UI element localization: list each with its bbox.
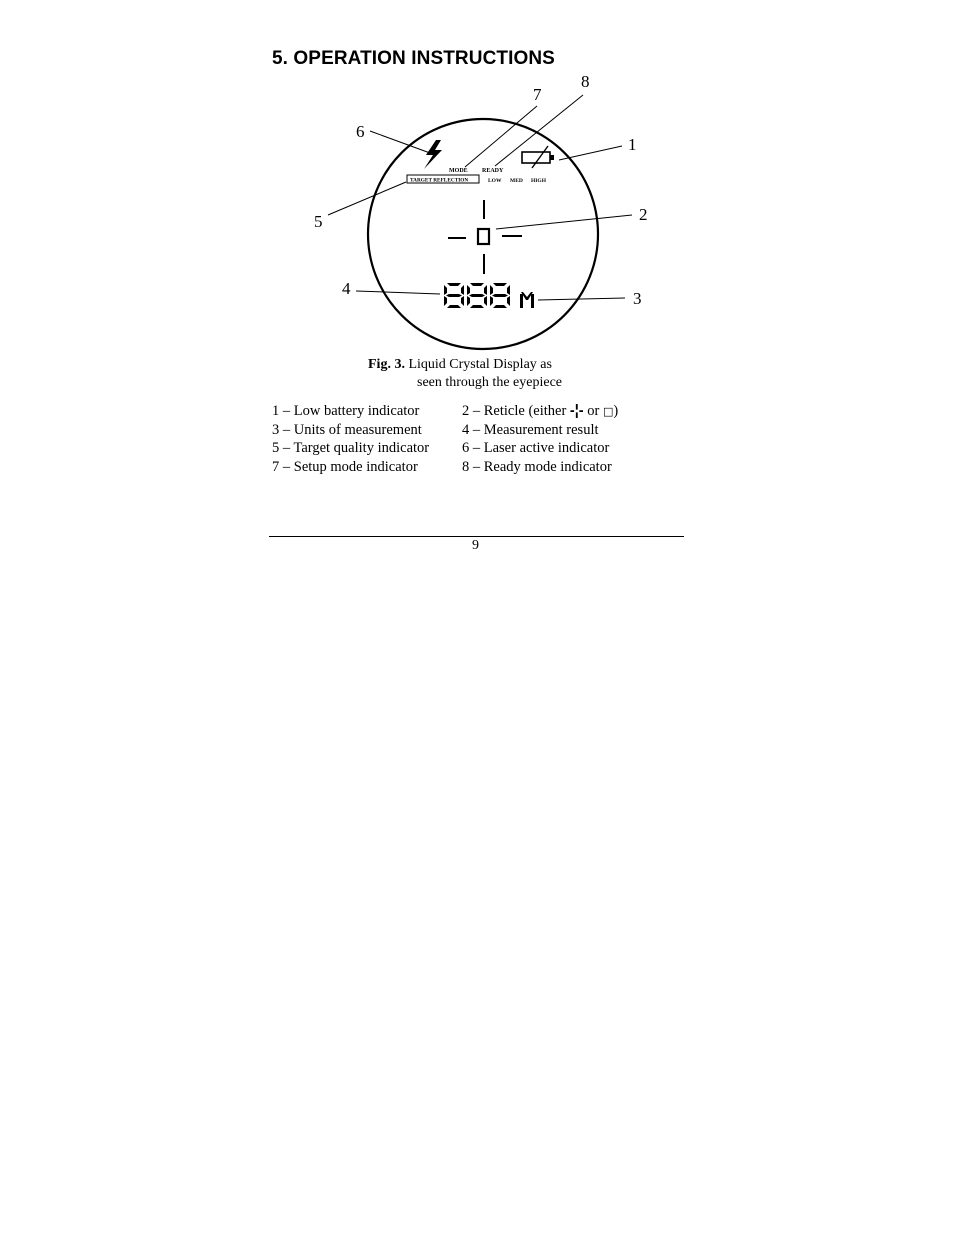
lcd-ready-label: READY bbox=[482, 168, 504, 174]
callout-6: 6 bbox=[356, 122, 365, 141]
legend-item-2 bbox=[462, 402, 618, 421]
callout-3: 3 bbox=[633, 289, 642, 308]
caption-line-1 bbox=[368, 356, 562, 374]
measurement-digits bbox=[444, 283, 510, 308]
figure-caption bbox=[368, 356, 562, 392]
callout-5: 5 bbox=[314, 212, 323, 231]
unit-m-icon bbox=[520, 292, 534, 308]
footer-divider bbox=[269, 536, 684, 537]
section-heading: 5. OPERATION INSTRUCTIONS bbox=[272, 48, 555, 69]
callout-2: 2 bbox=[639, 205, 648, 224]
legend-row bbox=[272, 458, 618, 476]
legend-item-2-text: 2 – Reticle (either bbox=[462, 403, 570, 419]
lcd-low-label: LOW bbox=[488, 178, 502, 184]
legend-item-2-close: ) bbox=[613, 403, 619, 419]
lcd-diagram-svg bbox=[300, 68, 660, 358]
legend-list bbox=[272, 402, 618, 476]
caption-text-1: Liquid Crystal Display as bbox=[404, 357, 552, 372]
eyepiece-circle bbox=[368, 119, 598, 349]
reticle-box-symbol: □ bbox=[602, 405, 614, 418]
legend-item-6: 6 – Laser active indicator bbox=[462, 440, 610, 457]
laser-bolt-icon bbox=[424, 140, 442, 169]
reticle-icon bbox=[448, 200, 522, 274]
legend-item-2-or: or bbox=[583, 403, 603, 419]
legend-item-4: 4 – Measurement result bbox=[462, 422, 599, 439]
lcd-diagram bbox=[300, 68, 660, 358]
legend-item-7: 7 – Setup mode indicator bbox=[272, 458, 418, 475]
legend-item-1: 1 – Low battery indicator bbox=[272, 403, 420, 419]
lcd-mode-label: MODE bbox=[449, 168, 468, 174]
lcd-high-label: HIGH bbox=[531, 178, 546, 184]
reticle-cross-symbol: -¦- bbox=[569, 403, 584, 419]
caption-line-2: seen through the eyepiece bbox=[417, 375, 562, 390]
legend-item-3: 3 – Units of measurement bbox=[272, 422, 422, 439]
legend-item-5: 5 – Target quality indicator bbox=[272, 440, 430, 457]
callout-1: 1 bbox=[628, 135, 637, 154]
lcd-target-reflection-label: TARGET REFLECTION bbox=[410, 177, 469, 184]
battery-icon bbox=[522, 146, 554, 168]
legend-item-8: 8 – Ready mode indicator bbox=[462, 458, 612, 475]
callout-4: 4 bbox=[342, 279, 351, 298]
callout-7: 7 bbox=[533, 85, 542, 104]
legend-row bbox=[272, 421, 618, 439]
page-number: 9 bbox=[472, 538, 479, 553]
legend-row bbox=[272, 402, 618, 421]
callout-8: 8 bbox=[581, 72, 590, 91]
legend-row bbox=[272, 439, 618, 457]
lcd-med-label: MED bbox=[510, 178, 523, 184]
caption-label: Fig. 3. bbox=[368, 357, 405, 372]
